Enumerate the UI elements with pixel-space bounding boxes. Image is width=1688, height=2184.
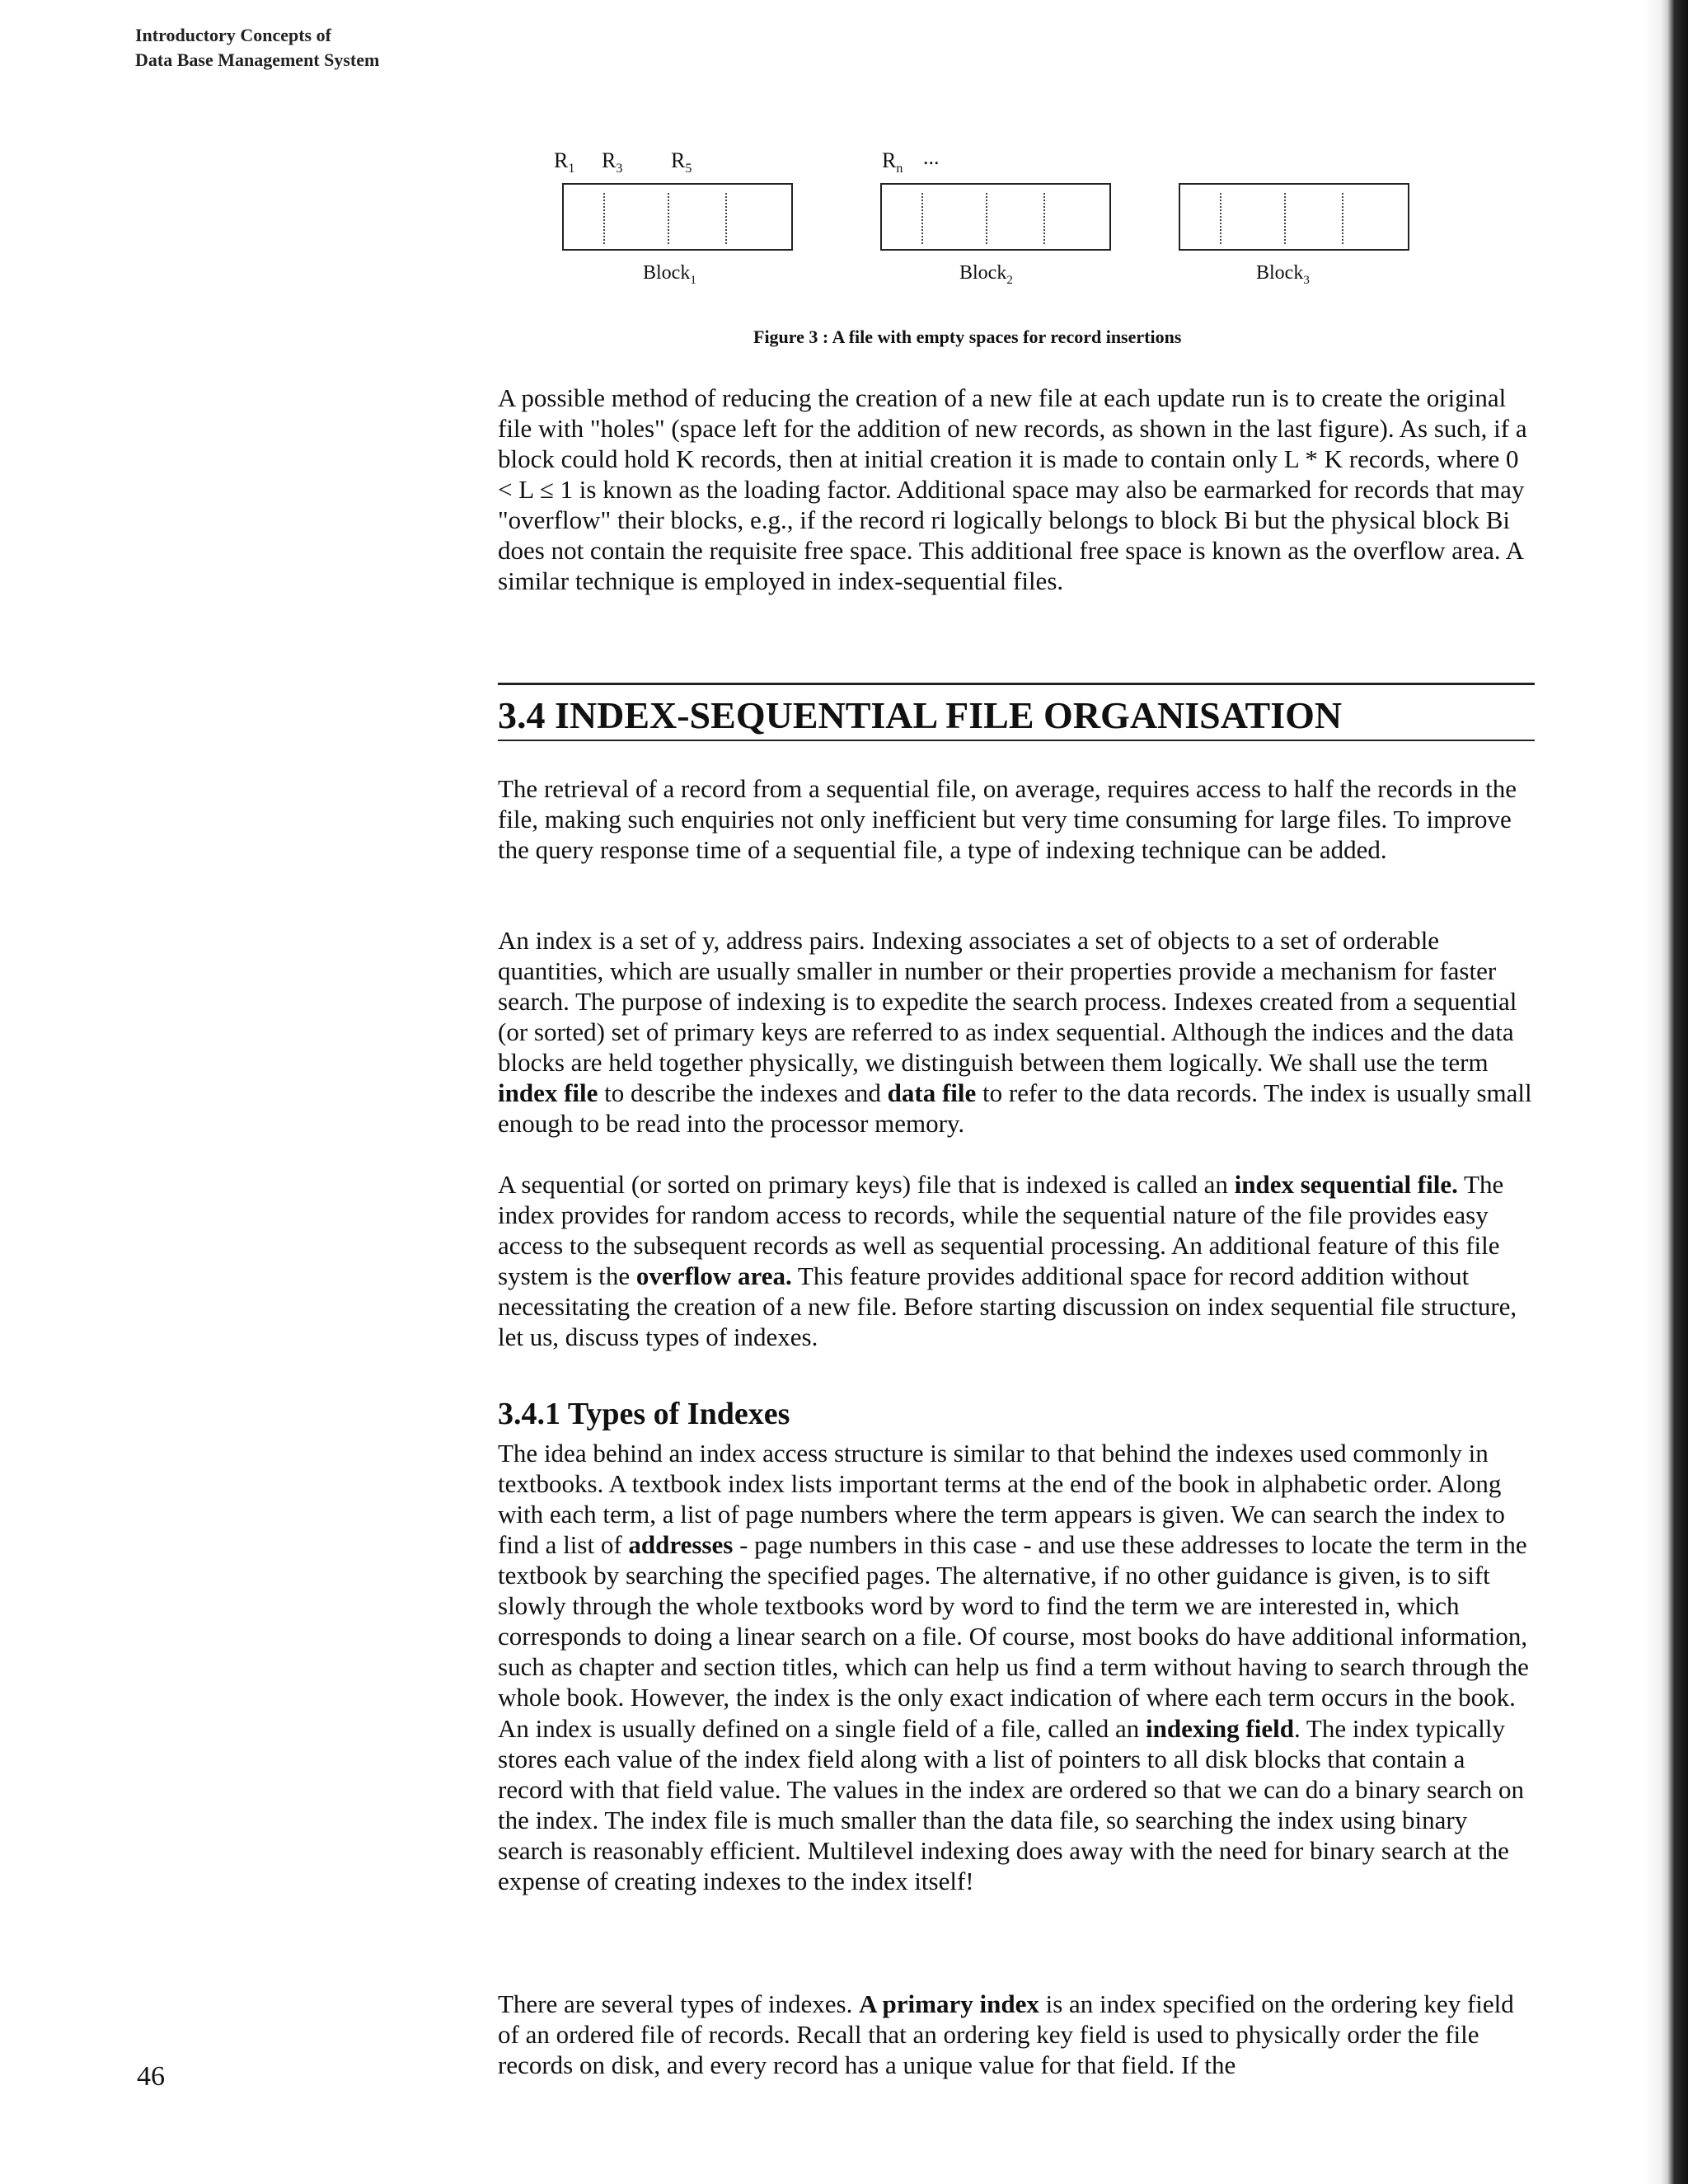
paragraph-textbook-index: The idea behind an index access structure is similar to that behind the indexes used commonly in textbooks. A textbook index lists important terms at the end of the book in alphabetic order. Along with each term, a list of page numbers where the term appears is given. We can search the index to find a list of addresses - page numbers in this case - and use these addresses to locate the term in the textbook by searching the specified pages. The alternative, if no other guidance is given, is to sift slowly through the whole textbooks word by word to find the term we are interested in, which corresponds to doing a linear search on a file. Of course, most books do have additional information, such as chapter and section titles, which can help us find a term without having to search through the whole book. However, the index is the only exact indication of where each term occurs in the book. xyxy=(498,1439,1529,1712)
figure-caption: Figure 3 : A file with empty spaces for record insertions xyxy=(753,326,1182,347)
block-2-box xyxy=(880,183,1111,251)
record-slot-divider xyxy=(603,193,605,244)
term-index-file: index file xyxy=(498,1078,598,1107)
figure-file-blocks xyxy=(495,145,1426,346)
record-slot-divider xyxy=(921,193,923,244)
paragraph-retrieval: The retrieval of a record from a sequential file, on average, requires access to half the records in the file, making such enquiries not only inefficient but very time consuming for large files. To improve the query response time of a sequential file, a type of indexing technique can be added. xyxy=(498,774,1517,864)
record-label-rn: $R_n$ xyxy=(882,148,903,176)
block-3-box xyxy=(1179,183,1409,251)
term-primary-index: A primary index xyxy=(859,1989,1039,2018)
term-index-sequential-file: index sequential file. xyxy=(1234,1170,1458,1199)
record-slot-divider xyxy=(668,193,669,244)
paragraph-index-definition: An index is a set of y, address pairs. Indexing associates a set of objects to a set of orderable quantities, which are usually smaller in number or their properties provide a mechanism for faster search. The purpose of indexing is to expedite the search process. Indexes created from a sequential (or sorted) set of primary keys are referred to as index sequential. Although the indices and the data blocks are held together physically, we distinguish between them logically. We shall use the term index file to describe the indexes and data file to refer to the data records. The index is usually small enough to be read into the processor memory. xyxy=(498,926,1532,1138)
section-rule-top xyxy=(498,683,1535,685)
paragraph-holes: A possible method of reducing the creation of a new file at each update run is to create the original file with "holes" (space left for the addition of new records, as shown in the last figure). As such, if a block could hold K records, then at initial creation it is made to contain only L * K records, where 0 < L ≤ 1 is known as the loading factor. Additional space may also be earmarked for records that may "overflow" their blocks, e.g., if the record ri logically belongs to block Bi but the physical block Bi does not contain the requisite free space. This additional free space is known as the overflow area. A similar technique is employed in index-sequential files. xyxy=(498,383,1527,595)
record-slot-divider xyxy=(1043,193,1045,244)
block-3-label: Block$_3$ xyxy=(1256,262,1310,287)
record-label-r3: $R_3$ xyxy=(602,148,623,176)
term-indexing-field: indexing field xyxy=(1145,1714,1294,1743)
term-data-file: data file xyxy=(887,1078,977,1107)
record-slot-divider xyxy=(1342,193,1343,244)
paragraph-index-sequential: A sequential (or sorted on primary keys) file that is indexed is called an index sequential file. The index provides for random access to records, while the sequential nature of the file provides easy access to the subsequent records as well as sequential processing. An additional feature of this file system is the overflow area. This feature provides additional space for record addition without necessitating the creation of a new file. Before starting discussion on index sequential file structure, let us, discuss types of indexes. xyxy=(498,1170,1517,1351)
section-rule-bottom xyxy=(498,740,1535,741)
paragraph-indexing-field: An index is usually defined on a single field of a file, called an indexing field. The index typically stores each value of the index field along with a list of pointers to all disk blocks that contain a record with that field value. The values in the index are ordered so that we can do a binary search on the index. The index file is much smaller than the data file, so searching the index using binary search is reasonably efficient. Multilevel indexing does away with the need for binary search at the expense of creating indexes to the index itself! xyxy=(498,1714,1524,1895)
record-slot-divider xyxy=(725,193,727,244)
record-slot-divider xyxy=(1284,193,1286,244)
record-slot-divider xyxy=(1220,193,1221,244)
running-header-line1: Introductory Concepts of xyxy=(135,25,331,45)
block-1-box xyxy=(562,183,793,251)
running-header-line2: Data Base Management System xyxy=(135,49,380,70)
running-header xyxy=(135,23,379,73)
page-number: 46 xyxy=(137,2061,165,2092)
section-title: 3.4 INDEX-SEQUENTIAL FILE ORGANISATION xyxy=(498,694,1343,736)
record-label-ellipsis: ... xyxy=(923,145,940,169)
record-label-r1: $R_1$ xyxy=(554,148,575,176)
term-overflow-area: overflow area. xyxy=(635,1261,792,1290)
subsection-title: 3.4.1 Types of Indexes xyxy=(498,1397,790,1431)
block-2-label: Block$_2$ xyxy=(959,262,1013,287)
term-addresses: addresses xyxy=(628,1530,734,1559)
paragraph-primary-index: There are several types of indexes. A primary index is an index specified on the ordering key field of an ordered file of records. Recall that an ordering key field is used to physically order the file records on disk, and every record has a unique value for that field. If the xyxy=(498,1989,1514,2079)
record-slot-divider xyxy=(986,193,987,244)
record-label-r5: $R_5$ xyxy=(671,148,692,176)
page-edge-shadow xyxy=(1643,0,1688,2184)
block-1-label: Block$_1$ xyxy=(643,262,696,287)
